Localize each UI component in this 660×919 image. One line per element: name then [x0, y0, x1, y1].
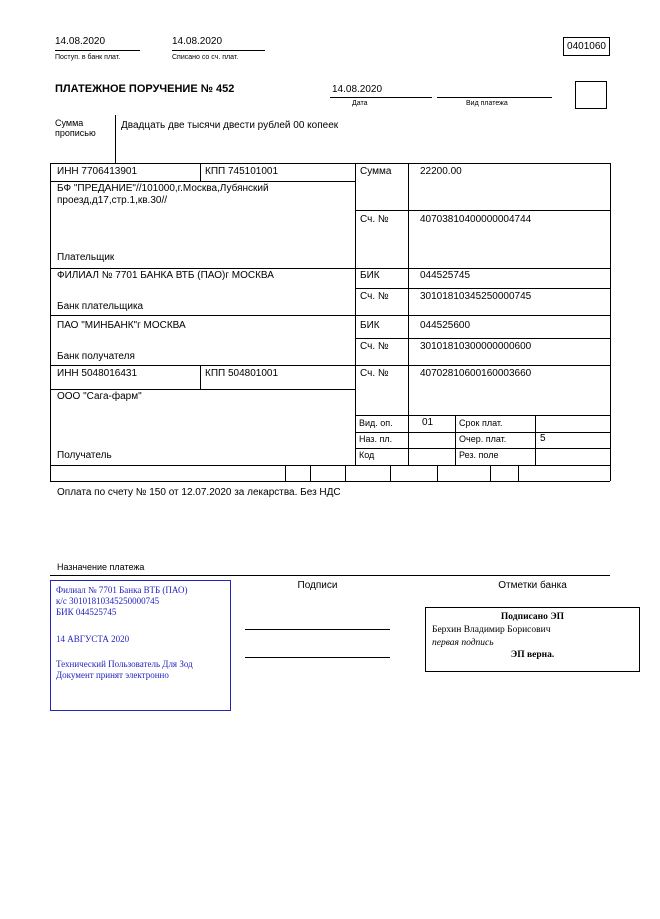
table-border: [50, 389, 355, 390]
op-kind-value: 01: [422, 417, 434, 428]
table-border: [390, 465, 391, 481]
bik-label: БИК: [360, 320, 380, 331]
divider: [330, 97, 432, 98]
table-border: [437, 465, 438, 481]
table-border: [408, 163, 409, 465]
debited-date-label: Списано со сч. плат.: [172, 54, 239, 61]
divider: [115, 115, 116, 163]
payee-account: 40702810600160003660: [420, 368, 532, 379]
table-border: [345, 465, 346, 481]
account-label: Сч. №: [360, 214, 389, 225]
reserve-label: Рез. поле: [459, 450, 499, 460]
signature-verified: ЭП верна.: [510, 650, 555, 661]
document-date: 14.08.2020: [332, 84, 383, 95]
table-border: [355, 288, 610, 289]
table-border: [50, 181, 355, 182]
sum-value: 22200.00: [420, 166, 462, 177]
payee-inn: ИНН 5048016431: [57, 368, 138, 379]
table-border: [200, 365, 201, 389]
priority-value: 5: [540, 433, 546, 444]
divider: [50, 575, 610, 576]
table-border: [200, 163, 201, 181]
divider: [55, 50, 140, 51]
op-kind-label: Вид. оп.: [359, 418, 393, 428]
bank-marks-label: Отметки банка: [498, 580, 567, 591]
payee-bank-name: ПАО "МИНБАНК"г МОСКВА: [57, 320, 186, 331]
payer-name: БФ "ПРЕДАНИЕ"//101000,г.Москва,Лубянский проезд,д17,стр.1,кв.30//: [57, 183, 269, 206]
amount-words-value: Двадцать две тысячи двести рублей 00 копеек: [121, 120, 339, 131]
received-date: 14.08.2020: [55, 36, 106, 47]
payment-kind-label: Вид платежа: [466, 100, 508, 107]
purpose-label: Назначение платежа: [57, 562, 145, 572]
payee-bank-account: 30101810300000000600: [420, 341, 532, 352]
received-date-label: Поступ. в банк плат.: [55, 54, 121, 61]
bank-stamp-line: Технический Пользователь Для Зод: [56, 658, 193, 669]
payer-bank-label: Банк плательщика: [57, 301, 144, 312]
date-label: Дата: [352, 100, 368, 107]
bank-stamp-line: Документ принят электронно: [56, 669, 169, 680]
payer-inn: ИНН 7706413901: [57, 166, 138, 177]
payer-bank-bik: 044525745: [420, 270, 471, 281]
table-border: [50, 481, 610, 482]
table-border: [610, 163, 611, 481]
payer-bank-account: 30101810345250000745: [420, 291, 532, 302]
divider: [172, 50, 265, 51]
bank-stamp-date: 14 АВГУСТА 2020: [56, 633, 130, 644]
table-border: [355, 210, 610, 211]
bank-stamp-line: Филиал № 7701 Банка ВТБ (ПАО): [56, 585, 188, 595]
purpose-text: Оплата по счету № 150 от 12.07.2020 за лекарства. Без НДС: [57, 487, 341, 498]
payee-bank-bik: 044525600: [420, 320, 471, 331]
account-label: Сч. №: [360, 291, 389, 302]
page-title: ПЛАТЕЖНОЕ ПОРУЧЕНИЕ № 452: [55, 83, 235, 95]
bik-label: БИК: [360, 270, 380, 281]
priority-label: Очер. плат.: [459, 434, 507, 444]
payee-label: Получатель: [57, 450, 112, 461]
table-border: [355, 163, 356, 465]
account-label: Сч. №: [360, 341, 389, 352]
payer-kpp: КПП 745101001: [205, 166, 279, 177]
table-border: [285, 465, 286, 481]
table-border: [355, 415, 610, 416]
bank-stamp: [50, 580, 231, 711]
code-label: Код: [359, 450, 375, 460]
form-code-box: [563, 37, 610, 56]
pay-term-label: Срок плат.: [459, 418, 503, 428]
table-border: [50, 163, 51, 481]
table-border: [355, 448, 610, 449]
payer-label: Плательщик: [57, 252, 115, 263]
payee-bank-label: Банк получателя: [57, 351, 135, 362]
divider: [437, 97, 552, 98]
signature-stamp-title: Подписано ЭП: [500, 612, 565, 622]
signature-line: [245, 629, 390, 630]
payer-account: 40703810400000004744: [420, 214, 532, 225]
form-code: 0401060: [567, 41, 606, 52]
table-border: [535, 415, 536, 465]
signatures-label: Подписи: [297, 580, 338, 591]
signature-stamp: [425, 607, 640, 672]
amount-words-label: Сумма прописью: [55, 118, 96, 139]
table-border: [518, 465, 519, 481]
payee-kpp: КПП 504801001: [205, 368, 279, 379]
table-border: [50, 465, 610, 466]
table-border: [50, 365, 610, 366]
signature-kind: первая подпись: [432, 637, 494, 648]
table-border: [355, 432, 610, 433]
payee-name: ООО "Сага-фарм": [57, 391, 142, 402]
payer-bank-name: ФИЛИАЛ № 7701 БАНКА ВТБ (ПАО)г МОСКВА: [57, 270, 274, 281]
signer-name: Берхин Владимир Борисович: [432, 624, 551, 635]
payment-kind-box: [575, 81, 607, 109]
bank-stamp-line: БИК 044525745: [56, 606, 117, 617]
sum-label: Сумма: [360, 166, 392, 177]
bank-stamp-line: к/с 30101810345250000745: [56, 595, 160, 606]
table-border: [50, 268, 610, 269]
table-border: [455, 415, 456, 465]
table-border: [490, 465, 491, 481]
table-border: [50, 315, 610, 316]
account-label: Сч. №: [360, 368, 389, 379]
table-border: [50, 163, 610, 164]
table-border: [310, 465, 311, 481]
signature-line: [245, 657, 390, 658]
table-border: [355, 338, 610, 339]
purpose-code-label: Наз. пл.: [359, 434, 393, 444]
debited-date: 14.08.2020: [172, 36, 223, 47]
